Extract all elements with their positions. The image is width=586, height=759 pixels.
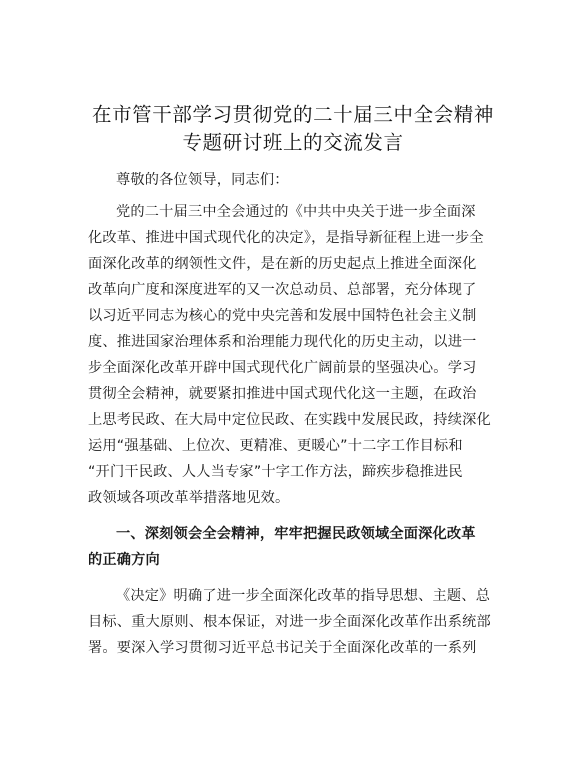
- paragraph-line: 运用“强基础、上位次、更精准、更暖心”十二字工作目标和: [88, 438, 463, 454]
- paragraph-line: 以习近平同志为核心的党中央完善和发展中国特色社会主义制: [88, 308, 477, 324]
- salutation: 尊敬的各位领导，同志们：: [116, 172, 289, 188]
- paragraph-line: “开门干民政、人人当专家”十字工作方法，蹄疾步稳推进民: [88, 464, 463, 480]
- document-title-line-2: 专题研讨班上的交流发言: [182, 131, 404, 154]
- paragraph-line: 步全面深化改革开辟中国式现代化广阔前景的坚强决心。学习: [88, 360, 477, 376]
- section-heading-line: 一、深刻领会全会精神，牢牢把握民政领域全面深化改革: [116, 526, 476, 542]
- section-heading-line: 的正确方向: [88, 552, 160, 568]
- paragraph-line: 党的二十届三中全会通过的《中共中央关于进一步全面深: [116, 204, 476, 220]
- paragraph-line: 面深化改革的纲领性文件，是在新的历史起点上推进全面深化: [88, 256, 477, 272]
- paragraph-line: 度、推进国家治理体系和治理能力现代化的历史主动，以进一: [88, 334, 477, 350]
- paragraph-line: 上思考民政、在大局中定位民政、在实践中发展民政，持续深化: [88, 412, 491, 428]
- document-title-line-1: 在市管干部学习贯彻党的二十届三中全会精神: [91, 103, 494, 126]
- paragraph-line: 目标、重大原则、根本保证，对进一步全面深化改革作出系统部: [88, 614, 491, 630]
- paragraph-line: 署。要深入学习贯彻习近平总书记关于全面深化改革的一系列: [88, 640, 477, 656]
- paragraph-line: 《决定》明确了进一步全面深化改革的指导思想、主题、总: [116, 588, 491, 604]
- paragraph-line: 化改革、推进中国式现代化的决定》，是指导新征程上进一步全: [88, 230, 484, 246]
- paragraph-line: 改革向广度和深度进军的又一次总动员、总部署，充分体现了: [88, 282, 477, 298]
- paragraph-line: 贯彻全会精神，就要紧扣推进中国式现代化这一主题，在政治: [88, 386, 477, 402]
- paragraph-line: 政领域各项改革举措落地见效。: [88, 490, 290, 506]
